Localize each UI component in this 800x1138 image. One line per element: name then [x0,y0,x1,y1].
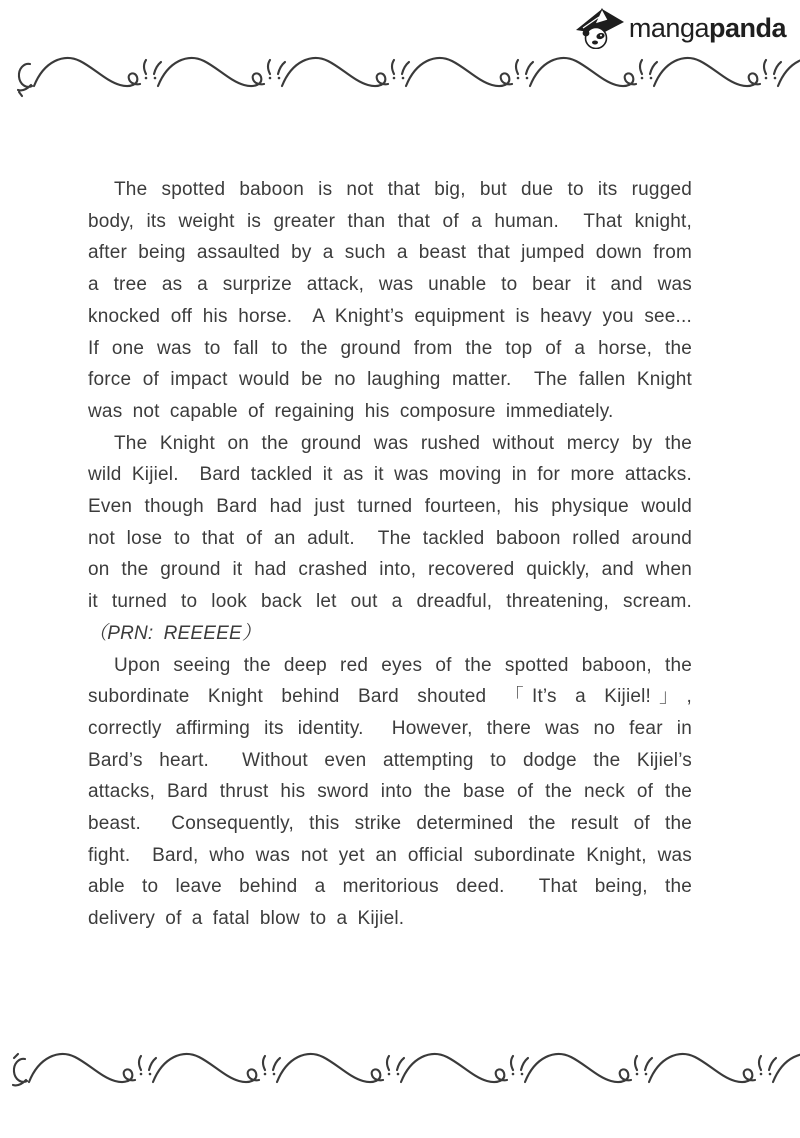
logo-text-panda: panda [708,13,786,43]
scrollwork-border-bottom [0,1044,800,1096]
logo-text-manga: manga [628,13,709,43]
mangapanda-logo [575,7,786,49]
paragraph-segment: Upon seeing the deep red eyes of the spotted baboon, the subordinate Knight behind Bard shouted 「It’s a Kijiel!」, correctly affirming its identity. However, there was no fear in Bard’s heart. Without even attempting to dodge the Kijiel’s attacks, Bard thrust his sword into the base of the neck of the beast. Consequently, this strike determined the result of the fight. Bard, who was not yet an official subordinate Knight, was able to leave behind a meritorious deed. That being, the delivery of a fatal blow to a Kijiel. [88,654,703,930]
logo-text [629,7,786,49]
paragraph-segment: The Knight on the ground was rushed without mercy by the wild Kijiel. Bard tackled it as it was moving in for more attacks. Even though Bard had just turned fourteen, his physique would not lose to that of an adult. The tackled baboon rolled around on the ground it had crashed into, recovered quickly, and when it turned to look back let out a dreadful, threatening, scream. [88,432,713,613]
scrollwork-border-top [0,48,800,100]
paragraph [88,428,713,650]
paragraph [88,650,703,935]
paragraph-segment-italic: （PRN: REEEEE） [88,622,262,644]
panda-hat-icon [575,7,627,49]
article [88,174,713,935]
paragraph [88,174,713,428]
paragraph-segment: The spotted baboon is not that big, but due to its rugged body, its weight is greater than that of a human. That knight, after being assaulted by a such a beast that jumped down from a tree as a surprize attack, was unable to bear it and was knocked off his horse. A Knight’s equipment is heavy you see... If one was to fall to the ground from the top of a horse, the force of impact would be no laughing matter. The fallen Knight was not capable of regaining his composure immediately. [88,179,713,422]
